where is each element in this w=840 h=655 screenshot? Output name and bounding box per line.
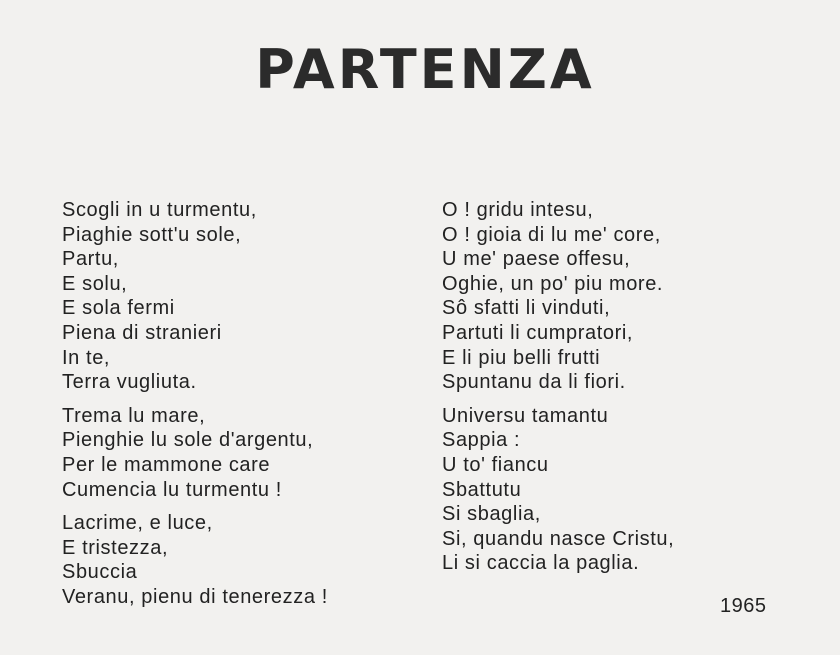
- poem-date: 1965: [720, 595, 767, 617]
- verse-line: E tristezza,: [62, 536, 169, 559]
- stanza: [62, 404, 328, 502]
- verse-line: E sola fermi: [62, 297, 175, 320]
- left-column: [62, 198, 328, 619]
- verse-line: Si, quandu nasce Cristu,: [442, 527, 675, 550]
- stanza: [62, 511, 328, 609]
- stanza: [62, 198, 328, 395]
- verse-line: Oghie, un po' piu more.: [442, 272, 664, 295]
- verse-line: U to' fiancu: [442, 453, 549, 476]
- verse-line: E solu,: [62, 272, 128, 295]
- verse-line: Pienghie lu sole d'argentu,: [62, 429, 314, 452]
- verse-line: Sappia :: [442, 429, 521, 452]
- verse-line: Piaghie sott'u sole,: [62, 223, 242, 246]
- verse-line: Terra vugliuta.: [62, 371, 197, 394]
- verse-line: Per le mammone care: [62, 453, 271, 476]
- verse-line: Sbattutu: [442, 478, 522, 501]
- verse-line: Scogli in u turmentu,: [62, 199, 257, 221]
- verse-line: Li si caccia la paglia.: [442, 552, 640, 575]
- verse-line: Sbuccia: [62, 561, 138, 584]
- verse-line: Si sbaglia,: [442, 503, 541, 526]
- verse-line: E li piu belli frutti: [442, 346, 601, 369]
- stanza: [442, 198, 674, 395]
- verse-line: Lacrime, e luce,: [62, 512, 213, 535]
- verse-line: Trema lu mare,: [62, 404, 206, 427]
- verse-line: Piena di stranieri: [62, 321, 222, 344]
- verse-line: Sô sfatti li vinduti,: [442, 297, 611, 320]
- verse-line: Spuntanu da li fiori.: [442, 371, 626, 394]
- verse-line: O ! gridu intesu,: [442, 199, 594, 221]
- verse-line: Cumencia lu turmentu !: [62, 478, 282, 501]
- verse-line: Veranu, pienu di tenerezza !: [62, 585, 328, 608]
- stanza: [442, 404, 674, 576]
- right-column: [442, 198, 674, 585]
- verse-line: Universu tamantu: [442, 404, 609, 427]
- verse-line: In te,: [62, 346, 111, 369]
- verse-line: Partuti li cumpratori,: [442, 321, 634, 344]
- verse-line: Partu,: [62, 248, 119, 271]
- verse-line: U me' paese offesu,: [442, 248, 631, 271]
- verse-line: O ! gioia di lu me' core,: [442, 223, 661, 246]
- poem-title: PARTENZA: [255, 38, 595, 101]
